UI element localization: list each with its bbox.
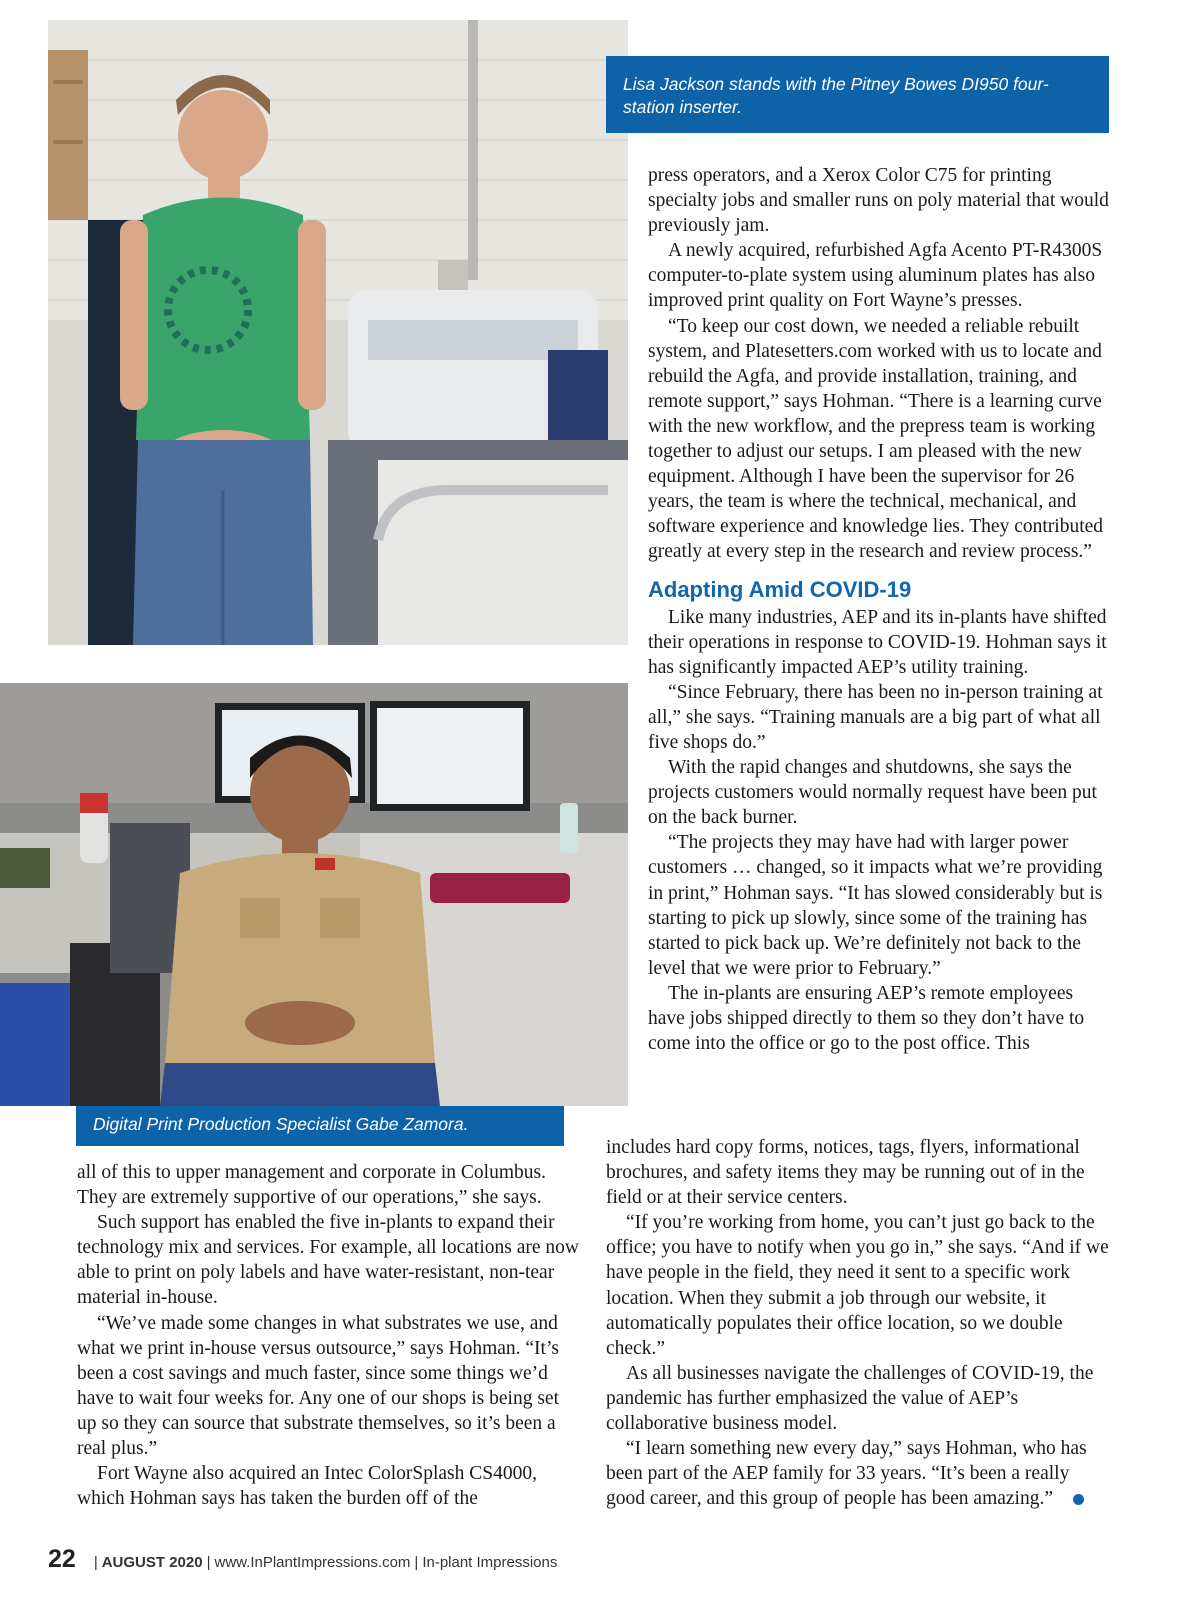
paragraph: With the rapid changes and shutdowns, she says the projects customers would normally request have been put on the back burner. [648,757,1097,829]
paragraph: all of this to upper management and corporate in Columbus. They are extremely supportive of our operations,” she says. [77,1162,546,1209]
paragraph: “If you’re working from home, you can’t just go back to the office; you have to notify when you go in,” she says. “And if we have people in the field, they need it sent to a specific work location. When they submit a job through our website, it automatically populates their office location, so we double check.” [606,1212,1109,1359]
issue-date: AUGUST 2020 [101,1554,203,1571]
caption-text: Lisa Jackson stands with the Pitney Bowes DI950 four-station inserter. [623,74,1049,117]
article-column-right-bottom [606,1135,1110,1511]
paragraph: includes hard copy forms, notices, tags, flyers, informational brochures, and safety items they may be running out of in the field or at their service centers. [606,1137,1085,1209]
paragraph: “To keep our cost down, we needed a reliable rebuilt system, and Platesetters.com worked with us to locate and rebuild the Agfa, and provide installation, training, and remote support,” says Hohman. “There is a learning curve with the new workflow, and the prepress team is working together to adjust our setups. I am pleased with the new equipment. Although I have been the supervisor for 26 years, the team is where the technical, mechanical, and software experience and knowledge lies. They contributed greatly at every step in the research and review process.” [648,315,1104,563]
page-number: 22 [48,1545,76,1573]
photo-gabe-zamora [0,683,628,1106]
photo-lisa-jackson [48,20,628,645]
website-link[interactable]: www.InPlantImpressions.com [214,1554,411,1571]
paragraph: The in-plants are ensuring AEP’s remote employees have jobs shipped directly to them so they don’t have to come into the office or go to the post office. This [648,982,1085,1055]
section-heading: Adapting Amid COVID-19 [648,576,912,602]
paragraph: Such support has enabled the five in-plants to expand their technology mix and services. For example, all locations are now able to print on poly labels and have water-resistant, non-tear material in-house. [77,1212,579,1309]
paragraph: Fort Wayne also acquired an Intec ColorSplash CS4000, which Hohman says has taken the burden off of the [77,1463,537,1510]
photo-caption-lisa [606,56,1109,133]
caption-text: Digital Print Production Specialist Gabe Zamora. [93,1114,469,1134]
paragraph: press operators, and a Xerox Color C75 for printing specialty jobs and smaller runs on poly material that would previously jam. [648,165,1109,237]
publication-name: In-plant Impressions [422,1554,558,1571]
paragraph: “Since February, there has been no in-person training at all,” she says. “Training manuals are a big part of what all five shops do.” [648,681,1103,753]
article-column-left-bottom [77,1160,583,1511]
paragraph: “The projects they may have had with larger power customers … changed, so it impacts what we’re providing in print,” Hohman says. “It has slowed considerably but is starting to pick up slowly, since some of the training has started to pick back up. We’re definitely not back to the level that we were prior to February.” [648,832,1103,979]
photo-caption-gabe [76,1106,564,1146]
article-column-right-top [648,163,1110,1056]
paragraph: As all businesses navigate the challenges of COVID-19, the pandemic has further emphasized the value of AEP’s collaborative business model. [606,1362,1094,1435]
paragraph: “I learn something new every day,” says Hohman, who has been part of the AEP family for 33 years. “It’s been a really good career, and this group of people has been amazing.” [606,1438,1087,1510]
paragraph: A newly acquired, refurbished Agfa Acento PT-R4300S computer-to-plate system using aluminum plates has also improved print quality on Fort Wayne’s presses. [648,240,1103,312]
page-footer: 22 | AUGUST 2020 | www.InPlantImpressions.com | In-plant Impressions [48,1545,558,1573]
end-of-article-mark [1073,1494,1084,1505]
paragraph: Like many industries, AEP and its in-plants have shifted their operations in response to COVID-19. Hohman says it has significantly impacted AEP’s utility training. [648,606,1107,678]
paragraph: “We’ve made some changes in what substrates we use, and what we print in-house versus outsource,” says Hohman. “It’s been a cost savings and much faster, since some things we’d have to wait four weeks for. Any one of our shops is being set up so they can source that substrate themselves, so it’s been a real plus.” [77,1312,559,1460]
